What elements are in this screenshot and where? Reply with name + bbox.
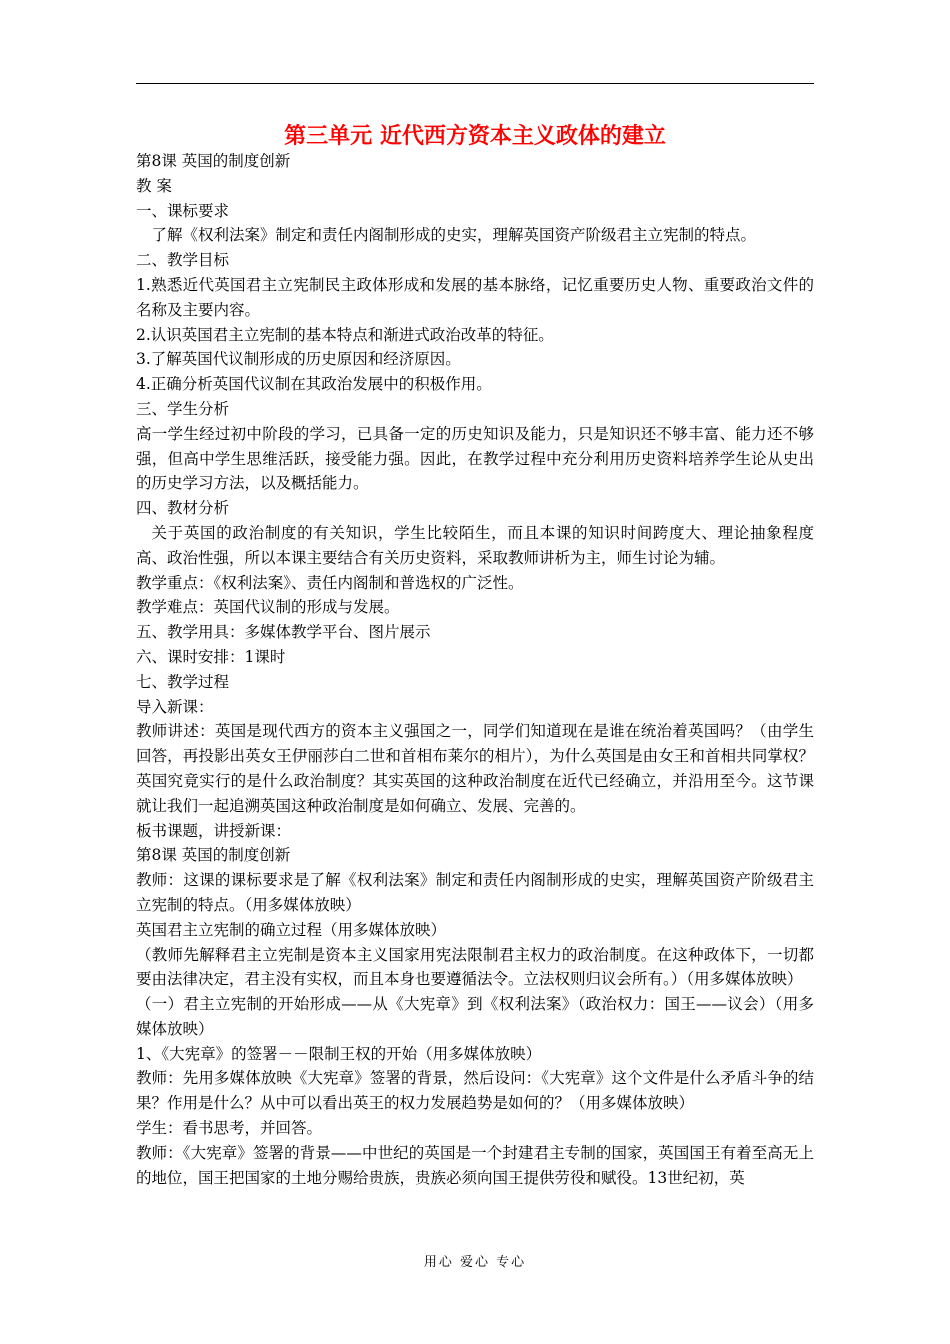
document-paragraph: 一、课标要求 bbox=[136, 201, 230, 220]
document-paragraph: （教师先解释君主立宪制是资本主义国家用宪法限制君主权力的政治制度。在这种政体下，一切都要由法律决定，君主没有实权，而且本身也要遵循法令。立法权则归议会所有。）（用多媒体放映） bbox=[136, 945, 814, 989]
document-paragraph: 1.熟悉近代英国君主立宪制民主政体形成和发展的基本脉络，记忆重要历史人物、重要政治文件的名称及主要内容。 bbox=[136, 275, 814, 319]
document-paragraph: 教学重点：《权利法案》、责任内阁制和普选权的广泛性。 bbox=[136, 573, 524, 592]
document-paragraph: 三、学生分析 bbox=[136, 399, 230, 418]
header-rule bbox=[136, 83, 814, 84]
document-paragraph: 高一学生经过初中阶段的学习，已具备一定的历史知识及能力，只是知识还不够丰富、能力还不够强，但高中学生思维活跃，接受能力强。因此，在教学过程中充分利用历史资料培养学生论从史出的历史学习方法，以及概括能力。 bbox=[136, 424, 814, 493]
document-paragraph: 教师讲述：英国是现代西方的资本主义强国之一，同学们知道现在是谁在统治着英国吗？（由学生回答，再投影出英女王伊丽莎白二世和首相布莱尔的相片），为什么英国是由女王和首相共同掌权？英国究竟实行的是什么政治制度？其实英国的这种政治制度在近代已经确立，并沿用至今。这节课就让我们一起追溯英国这种政治制度是如何确立、发展、完善的。 bbox=[136, 722, 814, 815]
document-body bbox=[136, 149, 814, 1190]
document-paragraph: 教师：这课的课标要求是了解《权利法案》制定和责任内阁制形成的史实，理解英国资产阶级君主立宪制的特点。（用多媒体放映） bbox=[136, 871, 814, 914]
page-footer: 用心 爱心 专心 bbox=[423, 1255, 527, 1270]
document-paragraph: 3.了解英国代议制形成的历史原因和经济原因。 bbox=[136, 350, 461, 369]
document-paragraph: 学生：看书思考，并回答。 bbox=[136, 1119, 323, 1138]
document-paragraph: 教师：先用多媒体放映《大宪章》签署的背景，然后设问：《大宪章》这个文件是什么矛盾斗争的结果？作用是什么？从中可以看出英王的权力发展趋势是如何的？（用多媒体放映） bbox=[136, 1069, 814, 1113]
document-paragraph: 二、教学目标 bbox=[136, 251, 230, 270]
document-paragraph: 1、《大宪章》的签署－－限制王权的开始（用多媒体放映） bbox=[136, 1044, 542, 1063]
document-paragraph: 教学难点：英国代议制的形成与发展。 bbox=[136, 598, 400, 617]
document-paragraph: 关于英国的政治制度的有关知识，学生比较陌生，而且本课的知识时间跨度大、理论抽象程度高、政治性强，所以本课主要结合有关历史资料，采取教师讲析为主，师生讨论为辅。 bbox=[136, 523, 814, 567]
document-paragraph: 第8课 英国的制度创新 bbox=[136, 846, 291, 865]
document-paragraph: （一）君主立宪制的开始形成——从《大宪章》到《权利法案》（政治权力：国王——议会）（用多媒体放映） bbox=[136, 995, 814, 1038]
document-paragraph: 英国君主立宪制的确立过程（用多媒体放映） bbox=[136, 920, 447, 939]
document-paragraph: 六、课时安排：1课时 bbox=[136, 647, 286, 666]
document-paragraph: 导入新课： bbox=[136, 697, 214, 716]
document-paragraph: 2.认识英国君主立宪制的基本特点和渐进式政治改革的特征。 bbox=[136, 325, 554, 344]
document-paragraph: 板书课题，讲授新课： bbox=[136, 821, 292, 840]
document-paragraph: 五、教学用具：多媒体教学平台、图片展示 bbox=[136, 623, 431, 642]
document-paragraph: 七、教学过程 bbox=[136, 672, 230, 691]
document-paragraph: 了解《权利法案》制定和责任内阁制形成的史实，理解英国资产阶级君主立宪制的特点。 bbox=[151, 226, 757, 245]
document-paragraph: 教 案 bbox=[136, 176, 172, 195]
document-paragraph: 教师：《大宪章》签署的背景——中世纪的英国是一个封建君主专制的国家，英国国王有着至高无上的地位，国王把国家的土地分赐给贵族，贵族必须向国王提供劳役和赋役。13世纪初，英 bbox=[136, 1143, 814, 1187]
document-paragraph: 4.正确分析英国代议制在其政治发展中的积极作用。 bbox=[136, 375, 492, 394]
document-paragraph: 第8课 英国的制度创新 bbox=[136, 152, 291, 170]
document-title: 第三单元 近代西方资本主义政体的建立 bbox=[284, 123, 666, 149]
document-paragraph: 四、教材分析 bbox=[136, 499, 230, 518]
